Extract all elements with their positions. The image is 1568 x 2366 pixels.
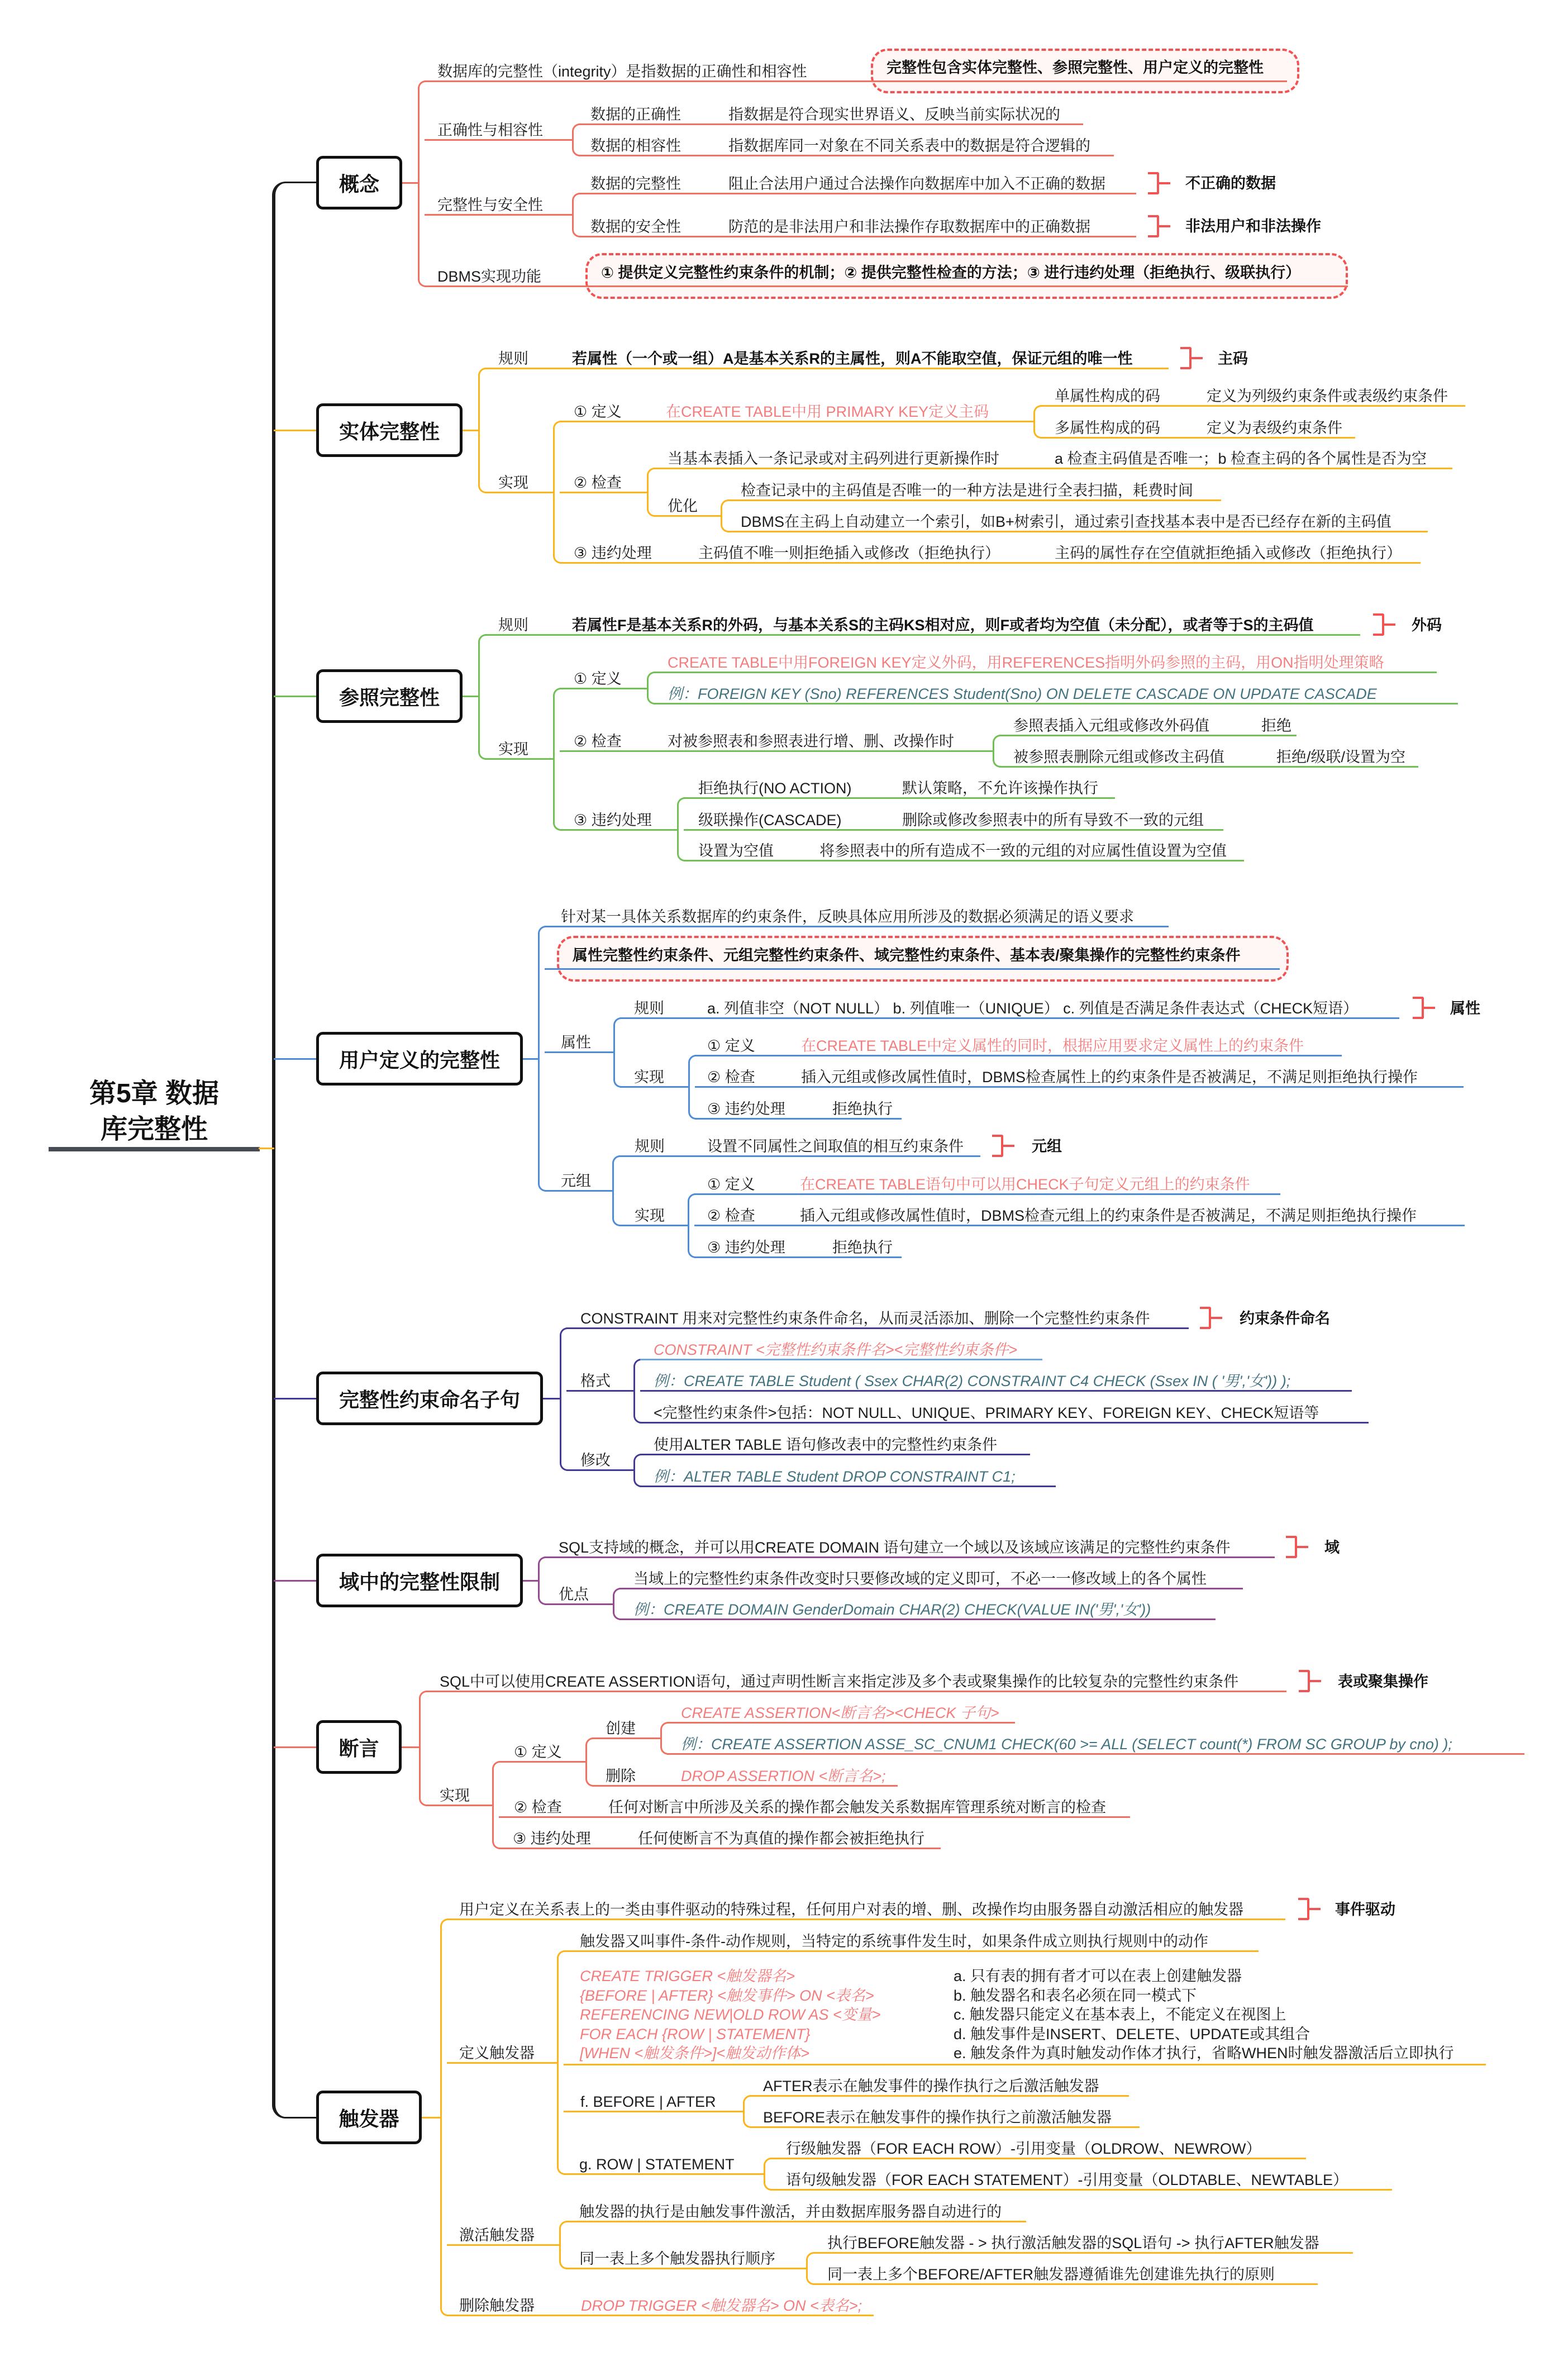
node-value: 拒绝 xyxy=(1261,717,1291,734)
underline xyxy=(564,2064,1486,2065)
node-label: 属性 xyxy=(561,1034,591,1051)
root-title-line2: 库完整性 xyxy=(100,1115,208,1144)
node-label: 单属性构成的码 xyxy=(1055,388,1160,404)
node-label: 被参照表删除元组或修改主码值 xyxy=(1013,749,1224,765)
summary-bracket-tick xyxy=(1309,1908,1321,1910)
node-label: 当基本表插入一条记录或对主码列进行更新操作时 xyxy=(668,450,999,467)
node-label: 规则 xyxy=(635,1138,665,1155)
node-label: ① 定义 xyxy=(574,403,622,420)
node-value: 阻止合法用户通过合法操作向数据库中加入不正确的数据 xyxy=(728,175,1105,192)
summary-bracket xyxy=(1148,172,1159,194)
node-label: 定义触发器 xyxy=(459,2045,535,2062)
underline xyxy=(425,285,1348,287)
topic-trigger: 触发器 xyxy=(316,2091,422,2144)
node-value: 将参照表中的所有造成不一致的元组的对应属性值设置为空值 xyxy=(819,842,1227,859)
node-label: 参照表插入元组或修改外码值 xyxy=(1013,717,1209,734)
connector-line xyxy=(806,2252,816,2285)
connector-line xyxy=(543,1398,560,1399)
connector-line xyxy=(462,430,478,431)
trunk-line-trigger xyxy=(272,1148,316,2119)
connector-line xyxy=(560,1327,570,1471)
trigger-rules-list xyxy=(954,1967,1454,2063)
example-text: 例：FOREIGN KEY (Sno) REFERENCES Student(Sno) ON DELETE CASCADE ON UPDATE CASCADE xyxy=(668,685,1377,702)
node-value: 定义为列级约束条件或表级约束条件 xyxy=(1207,388,1448,404)
topic-concept: 概念 xyxy=(316,156,402,210)
branch-line-assertion xyxy=(274,1746,316,1748)
summary-bracket xyxy=(1180,347,1192,369)
node-label: 优化 xyxy=(668,498,698,515)
connector-line xyxy=(660,1722,670,1755)
example-text: 例：CREATE TABLE Student ( Ssex CHAR(2) CONSTRAINT C4 CHECK (Ssex IN ( '男','女')) ); xyxy=(654,1373,1291,1389)
node-value: 拒绝/级联/设置为空 xyxy=(1276,749,1406,765)
node-label: 激活触发器 xyxy=(459,2227,535,2244)
node-value: 定义为表级约束条件 xyxy=(1207,420,1342,436)
node-label: ① 定义 xyxy=(574,670,622,687)
node-label: ② 检查 xyxy=(574,474,622,491)
trunk-line-referential xyxy=(272,696,275,1060)
code-text: CREATE TABLE中用FOREIGN KEY定义外码，用REFERENCES指明外码参照的主码，用ON指明处理策略 xyxy=(668,654,1384,671)
rule-item: e. 触发条件为真时触发动作体才执行，省略WHEN时触发器激活后立即执行 xyxy=(954,2045,1454,2062)
connector-line xyxy=(721,499,731,532)
trigger-syntax-block xyxy=(580,1967,881,2063)
node-value: 主码值不唯一则拒绝插入或修改（拒绝执行） xyxy=(698,545,1000,561)
node-value: 指数据是符合现实世界语义、反映当前实际状况的 xyxy=(728,106,1060,123)
connector-line xyxy=(993,735,1003,768)
summary-note: 约束条件命名 xyxy=(1240,1310,1330,1327)
code-line: {BEFORE | AFTER} <触发事件> ON <表名> xyxy=(580,1987,874,2004)
summary-note: 域 xyxy=(1324,1539,1340,1556)
summary-bracket xyxy=(1148,215,1159,237)
node-label: 元组 xyxy=(561,1173,591,1189)
node-label: 拒绝执行(NO ACTION) xyxy=(698,780,852,797)
summary-note: 元组 xyxy=(1032,1138,1062,1155)
node-label: 优点 xyxy=(559,1586,589,1603)
node-value: 插入元组或修改属性值时，DBMS检查属性上的约束条件是否被满足，不满足则拒绝执行操作 xyxy=(801,1069,1418,1086)
connector-line xyxy=(462,696,478,697)
connector-line xyxy=(419,1691,429,1806)
trunk-line-concept xyxy=(272,182,316,432)
referential-rule-value: 若属性F是基本关系R的外码，与基本关系S的主码KS相对应，则F或者均为空值（未分配），或者等于S的主码值 xyxy=(572,617,1314,634)
rule-item: b. 触发器名和表名必须在同一模式下 xyxy=(954,1987,1197,2004)
highlight-callout xyxy=(585,253,1348,299)
summary-note: 属性 xyxy=(1450,1000,1480,1017)
node-label: 规则 xyxy=(498,617,528,634)
node-value: 插入元组或修改属性值时，DBMS检查元组上的约束条件是否被满足，不满足则拒绝执行操作 xyxy=(800,1207,1417,1224)
topic-referential-integrity: 参照完整性 xyxy=(316,669,463,723)
callout-text: ① 提供定义完整性约束条件的机制；② 提供完整性检查的方法；③ 进行违约处理（拒绝执行、级联执行） xyxy=(601,264,1301,281)
node-label: 实现 xyxy=(635,1207,665,1224)
node-label: ③ 违约处理 xyxy=(707,1239,785,1256)
summary-bracket xyxy=(1373,613,1384,636)
topic-assertion: 断言 xyxy=(316,1720,402,1774)
highlight-callout xyxy=(557,936,1289,982)
node-label: 实现 xyxy=(440,1787,470,1804)
node-label: ② 检查 xyxy=(574,733,622,750)
branch-line-domain xyxy=(274,1580,316,1582)
branch-line-user-defined xyxy=(274,1058,316,1060)
summary-bracket xyxy=(1299,1670,1310,1692)
node-label: f. BEFORE | AFTER xyxy=(580,2093,716,2110)
node-value: 删除或修改参照表中的所有导致不一致的元组 xyxy=(902,812,1204,829)
summary-bracket-tick xyxy=(1297,1546,1308,1548)
node-label: 多属性构成的码 xyxy=(1055,420,1160,436)
node-value: a. 列值非空（NOT NULL） b. 列值唯一（UNIQUE） c. 列值是否满足条件表达式（CHECK短语） xyxy=(707,1000,1359,1017)
connector-line xyxy=(647,468,657,517)
node-value: 同一表上多个BEFORE/AFTER触发器遵循谁先创建谁先执行的原则 xyxy=(827,2266,1275,2283)
example-text: 例：CREATE ASSERTION ASSE_SC_CNUM1 CHECK(60 >= ALL (SELECT count(*) FROM SC GROUP by cno) ); xyxy=(681,1736,1452,1753)
summary-note: 表或聚集操作 xyxy=(1338,1673,1428,1690)
concept-security-label: 完整性与安全性 xyxy=(437,197,543,213)
node-label: 删除触发器 xyxy=(459,2297,535,2314)
topic-entity-integrity: 实体完整性 xyxy=(316,403,463,457)
node-value: 设置不同属性之间取值的相互约束条件 xyxy=(707,1138,964,1155)
concept-correctness-label: 正确性与相容性 xyxy=(437,122,543,139)
node-value: 指数据库同一对象在不同关系表中的数据是符合逻辑的 xyxy=(728,137,1090,154)
node-value: 对被参照表和参照表进行增、删、改操作时 xyxy=(668,733,954,750)
summary-note: 主码 xyxy=(1218,350,1248,367)
node-value: 主码的属性存在空值就拒绝插入或修改（拒绝执行） xyxy=(1055,545,1402,561)
summary-note: 外码 xyxy=(1412,617,1442,634)
node-label: ① 定义 xyxy=(707,1037,755,1054)
connector-line xyxy=(418,80,428,287)
connector-line xyxy=(402,182,418,184)
connector-line xyxy=(553,688,563,831)
connector-line xyxy=(633,1454,644,1487)
node-value: DBMS在主码上自动建立一个索引，如B+树索引，通过索引查找基本表中是否已经存在新的主码值 xyxy=(741,513,1391,530)
node-label: 规则 xyxy=(634,1000,664,1017)
node-value: 检查记录中的主码值是否唯一的一种方法是进行全表扫描，耗费时间 xyxy=(741,482,1193,499)
node-label: ③ 违约处理 xyxy=(707,1101,785,1117)
node-label: 实现 xyxy=(498,741,528,758)
node-value: 执行BEFORE触发器 - > 执行激活触发器的SQL语句 -> 执行AFTER触发器 xyxy=(827,2235,1319,2251)
summary-note: 事件驱动 xyxy=(1335,1901,1395,1918)
connector-line xyxy=(402,1746,419,1748)
code-text: 在CREATE TABLE中用 PRIMARY KEY定义主码 xyxy=(666,403,989,420)
connector-line xyxy=(478,368,488,493)
connector-line xyxy=(523,1058,538,1060)
node-value: AFTER表示在触发事件的操作执行之后激活触发器 xyxy=(763,2078,1099,2094)
summary-bracket xyxy=(1413,997,1424,1019)
code-line: [WHEN <触发条件>]<触发动作体> xyxy=(580,2045,810,2062)
summary-bracket xyxy=(1298,1898,1309,1920)
connector-line xyxy=(585,1737,595,1787)
summary-bracket-tick xyxy=(1159,225,1170,227)
node-label: 数据的完整性 xyxy=(590,175,681,192)
domain-description: SQL支持域的概念，并可以用CREATE DOMAIN 语句建立一个域以及该域应该满足的完整性约束条件 xyxy=(559,1539,1231,1556)
node-value: 行级触发器（FOR EACH ROW）-引用变量（OLDROW、NEWROW） xyxy=(786,2140,1261,2157)
node-label: 级联操作(CASCADE) xyxy=(698,812,842,829)
node-value: 使用ALTER TABLE 语句修改表中的完整性约束条件 xyxy=(654,1436,998,1453)
connector-line xyxy=(613,1017,623,1088)
node-value: 语句级触发器（FOR EACH STATEMENT）-引用变量（OLDTABLE、NEWTABLE） xyxy=(786,2172,1348,2188)
code-line: CREATE TRIGGER <触发器名> xyxy=(580,1968,795,1984)
topic-domain-integrity: 域中的完整性限制 xyxy=(316,1554,523,1607)
node-label: g. ROW | STATEMENT xyxy=(579,2156,735,2173)
node-value: 触发器的执行是由触发事件激活，并由数据库服务器自动进行的 xyxy=(579,2203,1002,2220)
node-value: <完整性约束条件>包括：NOT NULL、UNIQUE、PRIMARY KEY、FOREIGN KEY、CHECK短语等 xyxy=(654,1405,1319,1421)
node-label: ② 检查 xyxy=(707,1069,755,1086)
code-text: CREATE ASSERTION<断言名><CHECK 子句> xyxy=(681,1705,999,1721)
rule-item: c. 触发器只能定义在基本表上，不能定义在视图上 xyxy=(954,2006,1286,2023)
node-value: a 检查主码值是否唯一；b 检查主码的各个属性是否为空 xyxy=(1055,450,1427,467)
trunk-line-user-defined xyxy=(272,1059,275,1149)
branch-line-constraint-naming xyxy=(274,1398,316,1399)
summary-note: 不正确的数据 xyxy=(1185,175,1276,192)
code-line: REFERENCING NEW|OLD ROW AS <变量> xyxy=(580,2006,881,2023)
node-label: 数据的安全性 xyxy=(590,218,681,235)
connector-line xyxy=(572,123,582,156)
node-value: 拒绝执行 xyxy=(832,1101,893,1117)
root-connector-line xyxy=(259,1148,274,1149)
connector-line xyxy=(492,1761,502,1849)
connector-line xyxy=(559,2221,569,2269)
summary-bracket xyxy=(1286,1536,1297,1558)
concept-dbms-label: DBMS实现功能 xyxy=(437,268,542,285)
callout-text: 完整性包含实体完整性、参照完整性、用户定义的完整性 xyxy=(887,59,1264,76)
entity-rule-value: 若属性（一个或一组）A是基本关系R的主属性，则A不能取空值，保证元组的唯一性 xyxy=(572,350,1133,367)
node-value: 任何对断言中所涉及关系的操作都会触发关系数据库管理系统对断言的检查 xyxy=(608,1799,1106,1816)
node-label: 数据的相容性 xyxy=(590,137,681,154)
node-label: 数据的正确性 xyxy=(590,106,681,123)
node-label: ② 检查 xyxy=(514,1799,562,1816)
connector-line xyxy=(440,1918,450,2316)
code-text: DROP TRIGGER <触发器名> ON <表名>; xyxy=(581,2297,862,2314)
user-defined-description: 针对某一具体关系数据库的约束条件，反映具体应用所涉及的数据必须满足的语义要求 xyxy=(561,908,1134,925)
connector-line xyxy=(538,926,548,1192)
trunk-line-entity xyxy=(272,430,275,697)
underline xyxy=(545,968,1280,970)
node-label: 设置为空值 xyxy=(698,842,774,859)
summary-note: 非法用户和非法操作 xyxy=(1185,218,1321,235)
code-text: DROP ASSERTION <断言名>; xyxy=(681,1768,886,1784)
connector-line xyxy=(612,1155,622,1226)
code-line: FOR EACH {ROW | STATEMENT} xyxy=(580,2025,811,2043)
rule-item: d. 触发事件是INSERT、DELETE、UPDATE或其组合 xyxy=(954,2025,1310,2043)
assertion-description: SQL中可以使用CREATE ASSERTION语句，通过声明性断言来指定涉及多个表或聚集操作的比较复杂的完整性约束条件 xyxy=(440,1673,1239,1690)
node-label: 同一表上多个触发器执行顺序 xyxy=(579,2250,775,2267)
example-text: 例：ALTER TABLE Student DROP CONSTRAINT C1; xyxy=(654,1468,1016,1485)
node-label: ① 定义 xyxy=(707,1176,755,1193)
node-label: ③ 违约处理 xyxy=(574,812,652,829)
connector-line xyxy=(478,634,488,760)
node-value: BEFORE表示在触发事件的操作执行之前激活触发器 xyxy=(763,2109,1112,2126)
node-label: 删除 xyxy=(606,1768,636,1784)
summary-bracket-tick xyxy=(1310,1680,1321,1682)
root-topic xyxy=(49,1076,260,1148)
node-label: 创建 xyxy=(606,1720,636,1737)
node-label: ③ 违约处理 xyxy=(513,1830,591,1847)
node-value: 触发器又叫事件-条件-动作规则，当特定的系统事件发生时，如果条件成立则执行规则中的动作 xyxy=(580,1933,1208,1950)
summary-bracket xyxy=(992,1135,1003,1157)
node-label: 规则 xyxy=(498,350,528,367)
node-value: 拒绝执行 xyxy=(832,1239,893,1256)
topic-user-defined-integrity: 用户定义的完整性 xyxy=(316,1032,523,1086)
node-label: 修改 xyxy=(580,1452,611,1469)
connector-line xyxy=(647,672,657,704)
summary-bracket-tick xyxy=(1192,357,1203,359)
node-value: 任何使断言不为真值的操作都会被拒绝执行 xyxy=(638,1830,924,1847)
node-label: 实现 xyxy=(634,1069,664,1086)
node-label: 实现 xyxy=(498,474,528,491)
callout-text: 属性完整性约束条件、元组完整性约束条件、域完整性约束条件、基本表/聚集操作的完整性约束条件 xyxy=(573,947,1241,964)
branch-line-referential xyxy=(274,696,316,697)
summary-bracket xyxy=(1200,1307,1211,1329)
root-underline xyxy=(49,1147,260,1151)
node-label: ① 定义 xyxy=(514,1744,562,1760)
topic-constraint-naming: 完整性约束命名子句 xyxy=(316,1372,543,1425)
summary-bracket-tick xyxy=(1159,182,1170,184)
connector-line xyxy=(764,2158,774,2191)
connector-line xyxy=(572,193,582,237)
connector-line xyxy=(557,1950,567,2175)
node-value: 防范的是非法用户和非法操作存取数据库中的正确数据 xyxy=(728,218,1090,235)
trigger-description: 用户定义在关系表上的一类由事件驱动的特殊过程，任何用户对表的增、删、改操作均由服务器自动激活相应的触发器 xyxy=(459,1901,1243,1918)
code-text: 在CREATE TABLE语句中可以用CHECK子句定义元组上的约束条件 xyxy=(800,1176,1250,1193)
node-label: ② 检查 xyxy=(707,1207,755,1224)
code-text: CONSTRAINT <完整性约束条件名><完整性约束条件> xyxy=(654,1341,1018,1358)
connector-line xyxy=(1033,405,1043,439)
summary-bracket-tick xyxy=(1384,623,1395,626)
highlight-callout xyxy=(871,49,1299,93)
code-text: 在CREATE TABLE中定义属性的同时，根据应用要求定义属性上的约束条件 xyxy=(801,1037,1304,1054)
connector-line xyxy=(422,2117,440,2119)
root-title-line1: 第5章 数据 xyxy=(89,1079,220,1108)
summary-bracket-tick xyxy=(1424,1007,1435,1009)
node-label: 格式 xyxy=(580,1373,611,1389)
node-label: ③ 违约处理 xyxy=(574,545,652,561)
constraint-naming-description: CONSTRAINT 用来对完整性约束条件命名，从而灵活添加、删除一个完整性约束条件 xyxy=(580,1310,1150,1327)
node-value: 当域上的完整性约束条件改变时只要修改域的定义即可，不必一一修改域上的各个属性 xyxy=(633,1570,1207,1587)
connector-line xyxy=(743,2095,753,2128)
summary-bracket-tick xyxy=(1003,1145,1014,1147)
rule-item: a. 只有表的拥有者才可以在表上创建触发器 xyxy=(954,1968,1242,1984)
branch-line-entity xyxy=(274,430,316,431)
summary-bracket-tick xyxy=(1211,1317,1222,1319)
concept-definition: 数据库的完整性（integrity）是指数据的正确性和相容性 xyxy=(437,63,807,80)
connector-line xyxy=(613,1588,623,1620)
node-value: 默认策略，不允许该操作执行 xyxy=(902,780,1098,797)
connector-line xyxy=(523,1580,538,1582)
connector-line xyxy=(538,1556,548,1605)
example-text: 例：CREATE DOMAIN GenderDomain CHAR(2) CHECK(VALUE IN('男','女')) xyxy=(633,1601,1151,1618)
